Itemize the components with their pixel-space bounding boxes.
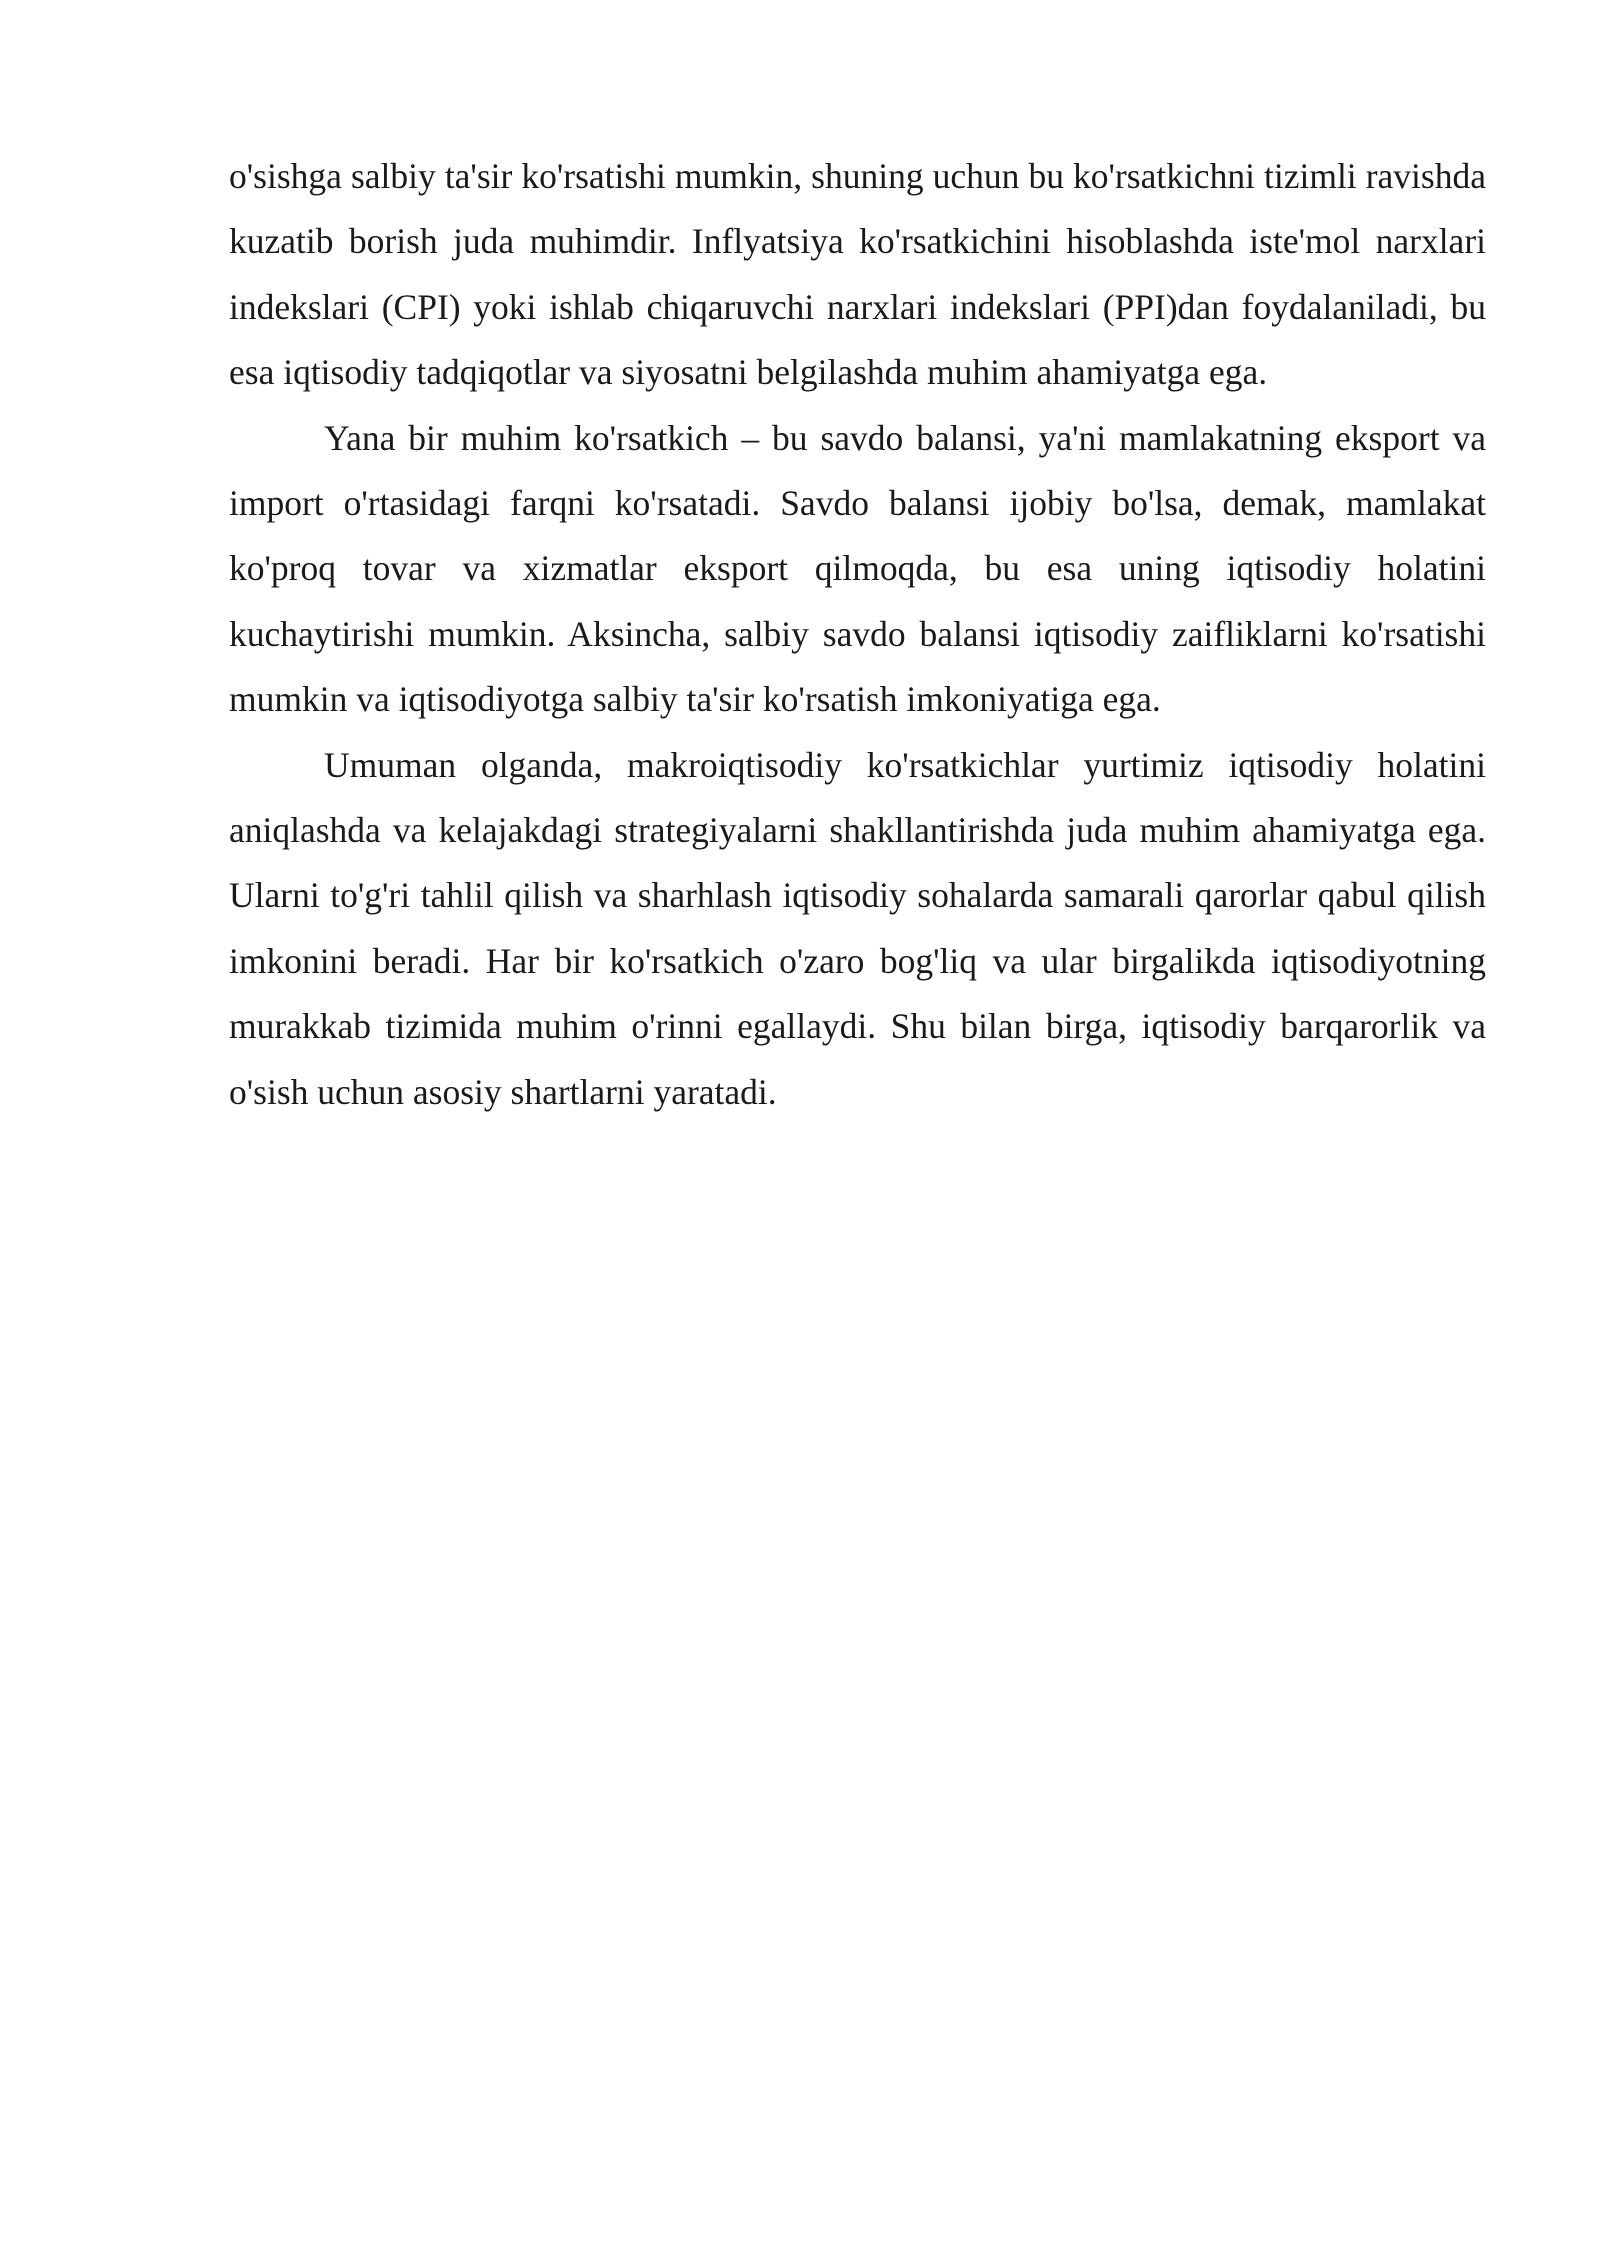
body-text: [229, 144, 1486, 1125]
paragraph-trade-balance: Yana bir muhim ko'rsatkich – bu savdo balansi, ya'ni mamlakatning eksport va import o'rtasidagi farqni ko'rsatadi. Savdo balansi ijobiy bo'lsa, demak, mamlakat ko'proq tovar va xizmatlar eksport qilmoqda, bu esa uning iqtisodiy holatini kuchaytirishi mumkin. Aksincha, salbiy savdo balansi iqtisodiy zaifliklarni ko'rsatishi mumkin va iqtisodiyotga salbiy ta'sir ko'rsatish imkoniyatiga ega.: [229, 417, 1486, 720]
paragraph-conclusion: Umuman olganda, makroiqtisodiy ko'rsatkichlar yurtimiz iqtisodiy holatini aniqlashda va kelajakdagi strategiyalarni shakllantirishda juda muhim ahamiyatga ega. Ularni to'g'ri tahlil qilish va sharhlash iqtisodiy sohalarda samarali qarorlar qabul qilish imkonini beradi. Har bir ko'rsatkich o'zaro bog'liq va ular birgalikda iqtisodiyotning murakkab tizimida muhim o'rinni egallaydi. Shu bilan birga, iqtisodiy barqarorlik va o'sish uchun asosiy shartlarni yaratadi.: [229, 744, 1486, 1112]
paragraph-continuation: o'sishga salbiy ta'sir ko'rsatishi mumkin, shuning uchun bu ko'rsatkichni tizimli ravishda kuzatib borish juda muhimdir. Inflyatsiya ko'rsatkichini hisoblashda iste'mol narxlari indekslari (CPI) yoki ishlab chiqaruvchi narxlari indekslari (PPI)dan foydalaniladi, bu esa iqtisodiy tadqiqotlar va siyosatni belgilashda muhim ahamiyatga ega.: [229, 156, 1486, 393]
